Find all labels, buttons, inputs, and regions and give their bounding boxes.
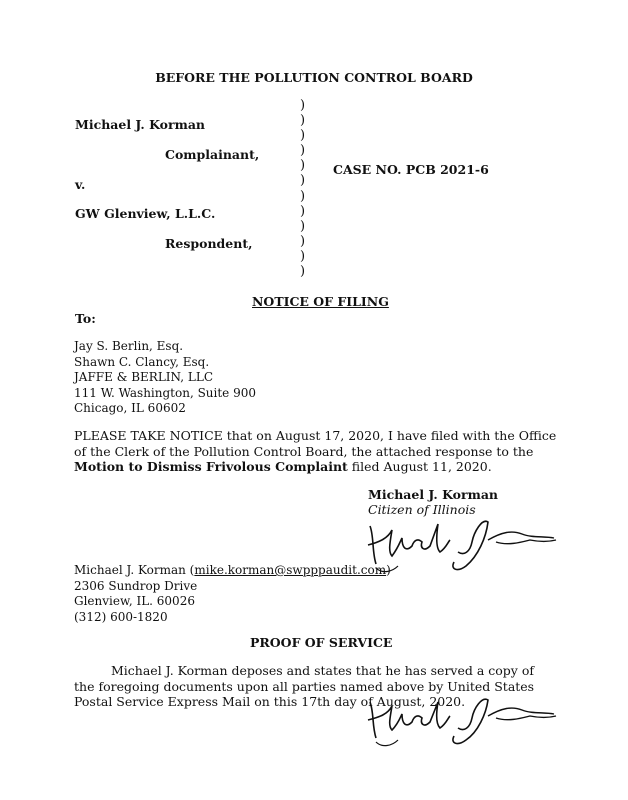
caption-paren: ) [300, 113, 306, 129]
notice-body-part1: PLEASE TAKE NOTICE that on August 17, 2020, I have filed with the Office of the Clerk of the Pollution Control Board, the attached response to the [74, 428, 557, 459]
signer-name: Michael J. Korman [368, 487, 499, 502]
recipient-name-1: Jay S. Berlin, Esq. [74, 339, 184, 353]
caption-divider [300, 98, 305, 279]
complainant-name: Michael J. Korman [75, 117, 206, 132]
caption-paren: ) [300, 173, 306, 189]
complainant-label: Complainant, [165, 147, 260, 162]
proof-body: Michael J. Korman deposes and states that he has served a copy of the foregoing documents upon all parties named above by United States Postal Service Express Mail on this 17th day of August, 2020. [74, 663, 535, 710]
notice-heading: NOTICE OF FILING [252, 294, 389, 309]
sender-close-paren: ) [386, 563, 391, 577]
caption-paren: ) [300, 248, 306, 264]
recipient-address [74, 339, 256, 417]
motion-title: Motion to Dismiss Frivolous Complaint [74, 459, 348, 475]
caption-paren: ) [300, 143, 306, 159]
proof-heading: PROOF OF SERVICE [250, 635, 393, 650]
recipient-name-2: Shawn C. Clancy, Esq. [74, 354, 210, 369]
caption-paren: ) [300, 218, 306, 234]
signer-title: Citizen of Illinois [368, 502, 476, 517]
notice-body [74, 428, 560, 475]
caption-paren: ) [300, 233, 306, 249]
caption-paren: ) [300, 264, 306, 280]
caption-paren: ) [300, 128, 306, 144]
caption-paren: ) [300, 98, 306, 113]
caption-paren: ) [300, 203, 306, 219]
sender-email-link[interactable]: mike.korman@swpppaudit.com [194, 563, 387, 577]
respondent-name: GW Glenview, L.L.C. [75, 206, 216, 221]
respondent-label: Respondent, [165, 236, 253, 251]
signature-image [362, 692, 562, 750]
caption-paren: ) [300, 188, 306, 204]
sender-name-line [74, 563, 391, 579]
case-number: CASE NO. PCB 2021-6 [333, 162, 489, 177]
sender-name: Michael J. Korman ( [74, 563, 195, 577]
versus: v. [75, 177, 86, 192]
notice-body-part2: filed August 11, 2020. [347, 459, 492, 475]
court-title: BEFORE THE POLLUTION CONTROL BOARD [155, 70, 473, 85]
sender-street: 2306 Sundrop Drive [74, 578, 198, 593]
signature-image [362, 512, 562, 577]
recipient-firm: JAFFE & BERLIN, LLC [74, 370, 214, 385]
to-label: To: [75, 311, 96, 326]
sender-address [74, 563, 391, 625]
sender-phone: (312) 600-1820 [74, 609, 168, 624]
caption-paren: ) [300, 158, 306, 174]
recipient-street: 111 W. Washington, Suite 900 [74, 385, 256, 400]
sender-city: Glenview, IL. 60026 [74, 594, 195, 609]
recipient-city: Chicago, IL 60602 [74, 401, 186, 416]
